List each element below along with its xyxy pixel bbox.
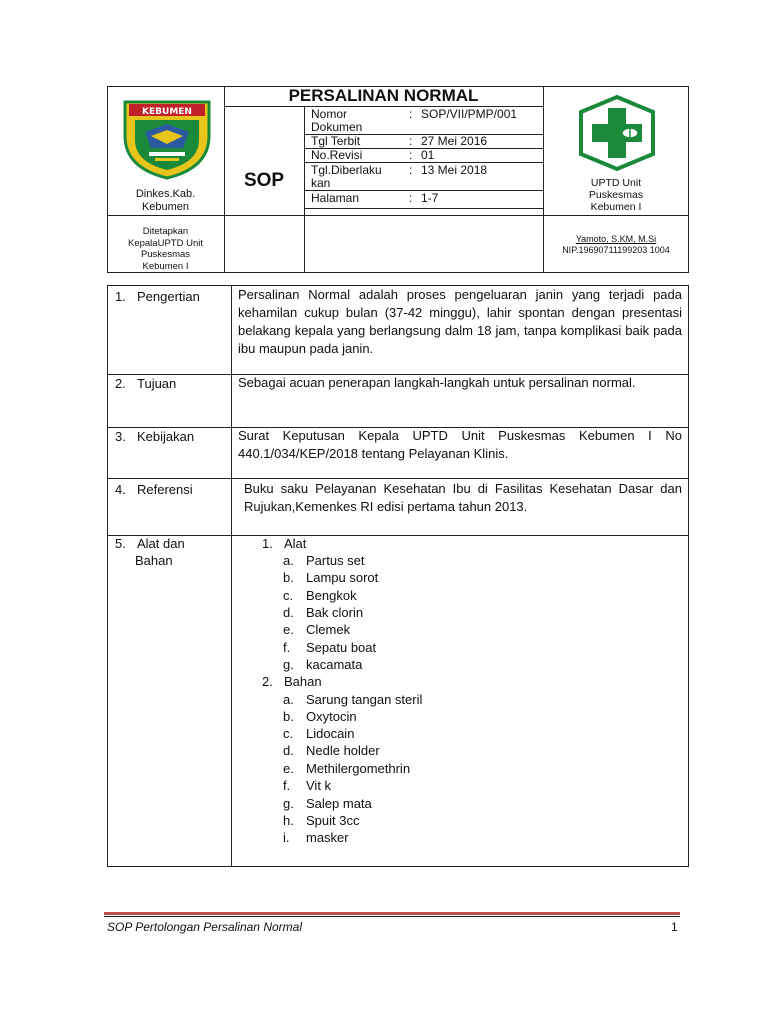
footer-page-number: 1 [671,920,678,934]
list-item: e. Methilergomethrin [283,761,411,776]
document-title: PERSALINAN NORMAL [288,86,479,105]
footer-dark-rule [104,916,680,917]
sop-content-table [107,285,689,867]
section-label-alat-bahan: 5. Alat dan [115,536,185,551]
list-item: g. Salep mata [283,796,372,811]
logo-lettering: KEBUMEN [142,107,192,117]
signatory-nip: NIP.19690711199203 1004 [562,245,670,255]
sop-label: SOP [243,170,285,191]
list-item: f. Sepatu boat [283,640,377,655]
dinkes-org-label: Dinkes.Kab. Kebumen [135,188,196,213]
section-label-tujuan: 2. Tujuan [115,376,177,391]
section-text-referensi: Buku saku Pelayanan Kesehatan Ibu di Fasilitas Kesehatan Dasar dan Rujukan,Kemenkes RI edisi pertama tahun 2013. [244,481,682,514]
list-item: d. Bak clorin [283,605,364,620]
footer-document-name: SOP Pertolongan Persalinan Normal [107,920,302,934]
kebumen-crest-logo [121,96,213,180]
list-item: f. Vit k [283,778,332,793]
list-item: h. Spuit 3cc [283,813,360,828]
uptd-org-label: UPTD Unit Puskesmas Kebumen I [588,177,644,213]
list-item: b. Lampu sorot [283,570,379,585]
section-label-alat-bahan-line2: Bahan [135,553,173,568]
list-item: a. Partus set [283,553,365,568]
section-text-tujuan: Sebagai acuan penerapan langkah-langkah untuk persalinan normal. [238,375,636,390]
section-label-pengertian: 1. Pengertian [115,289,200,304]
list-item: a. Sarung tangan steril [283,692,423,707]
section-text-kebijakan: Surat Keputusan Kepala UPTD Unit Puskesmas Kebumen I No 440.1/034/KEP/2018 tentang Pelayanan Klinis. [238,428,682,461]
list-group-bahan-title: 2. Bahan [262,674,322,689]
list-item: e. Clemek [283,622,351,637]
puskesmas-logo [575,94,659,172]
section-text-pengertian: Persalinan Normal adalah proses pengeluaran janin yang terjadi pada kehamilan cukup bulan (37-42 minggu), lahir spontan dengan presentasi belakang kepala yang berlangsung dalm 18 jam, tanpa komplikasi baik pada ibu maupun pada janin. [238,287,682,356]
sop-header-table: KEBUMEN Dinkes.Kab. Kebumen Ditetapkan KepalaUPTD Unit Puskesmas Kebumen I PERSALINAN NORMAL SOP Nomor Dokumen : SOP/VII/PMP/001 Tgl Terbit : 27 Mei 2016 No.Revisi : 01 Tgl.Diberlaku kan : 13 Mei 2018 Halaman : 1-7 UPTD Unit Puskesmas Kebumen I Yamoto, S.KM, M.Si NIP.19690711199203 1004 [107,86,689,273]
list-item: i. masker [283,830,349,845]
section-label-kebijakan: 3. Kebijakan [115,429,195,444]
section-label-referensi: 4. Referensi [115,482,193,497]
list-item: g. kacamata [283,657,363,672]
footer-red-rule [104,912,680,915]
list-item: d. Nedle holder [283,743,380,758]
signatory-name: Yamoto, S.KM, M.Si [575,234,657,244]
list-item: c. Bengkok [283,588,357,603]
list-item: b. Oxytocin [283,709,357,724]
ditetapkan-label: Ditetapkan KepalaUPTD Unit Puskesmas Kebumen I [128,226,203,272]
list-item: c. Lidocain [283,726,355,741]
list-group-alat-title: 1. Alat [262,536,307,551]
